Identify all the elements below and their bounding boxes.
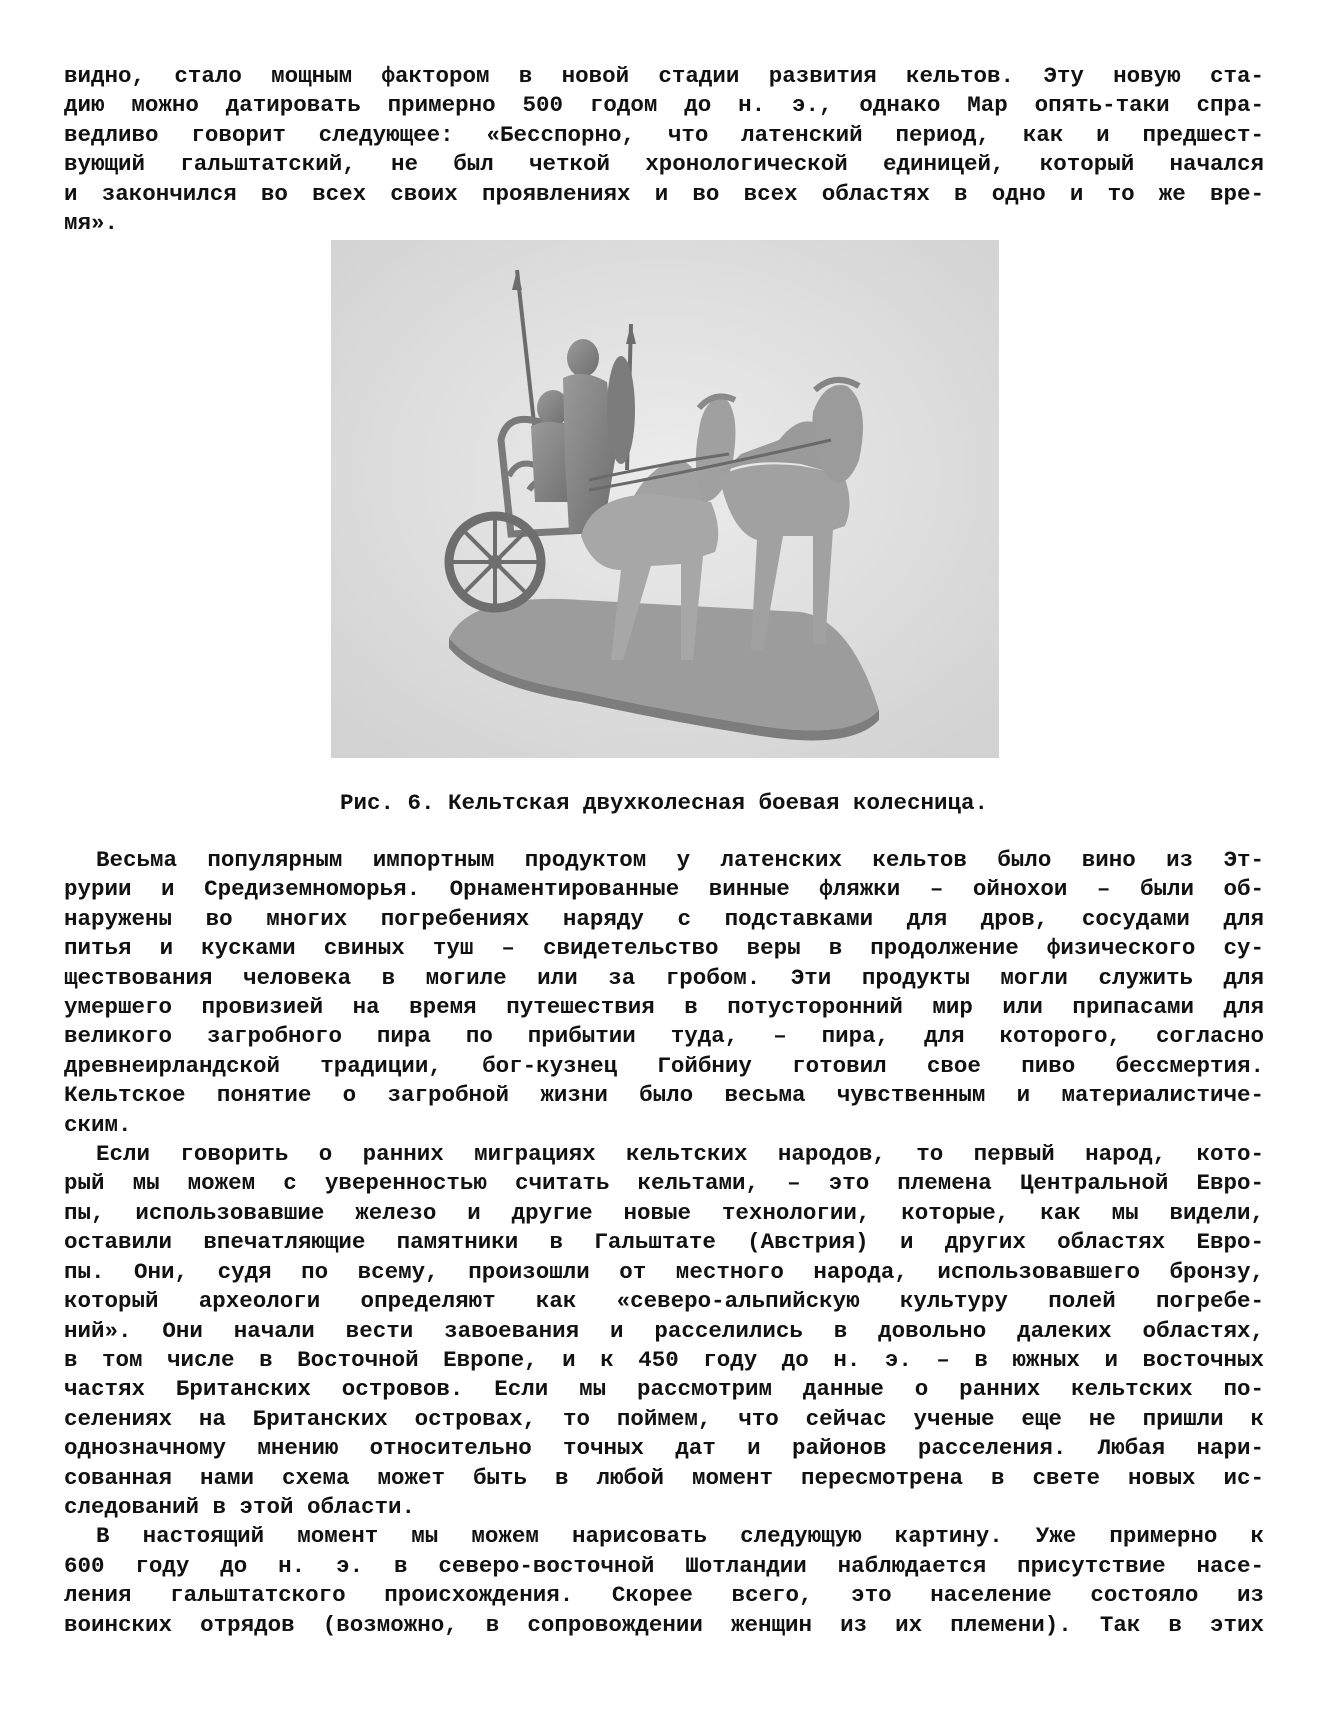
text-line: и закончился во всех своих проявлениях и во всех областях в одно и то же вре- <box>64 180 1264 207</box>
text-line: оставили впечатляющие памятники в Гальштате (Австрия) и других областях Евро- <box>64 1229 1264 1256</box>
text-line: Кельтское понятие о загробной жизни было весьма чувственным и материалистиче- <box>64 1082 1264 1109</box>
text-line: сованная нами схема может быть в любой момент пересмотрена в свете новых ис- <box>64 1464 1264 1491</box>
text-line: который археологи определяют как «северо-альпийскую культуру полей погребе- <box>64 1288 1264 1315</box>
text-line: пы. Они, судя по всему, произошли от местного народа, использовавшего бронзу, <box>64 1258 1264 1285</box>
figure-caption: Рис. 6. Кельтская двухколесная боевая колесница. <box>339 790 989 816</box>
text-line: великого загробного пира по прибытии туда, – пира, для которого, согласно <box>64 1023 1264 1050</box>
text-line: ществования человека в могиле или за гробом. Эти продукты могли служить для <box>64 964 1264 991</box>
text-line: ления гальштатского происхождения. Скорее всего, это население состояло из <box>64 1582 1264 1609</box>
top-paragraph <box>64 62 1264 238</box>
text-line: видно, стало мощным фактором в новой стадии развития кельтов. Эту новую ста- <box>64 63 1264 89</box>
text-line: частях Британских островов. Если мы рассмотрим данные о ранних кельтских по- <box>64 1376 1264 1403</box>
text-line: В настоящий момент мы можем нарисовать следующую картину. Уже примерно к <box>96 1523 1264 1550</box>
text-line: в том числе в Восточной Европе, и к 450 году до н. э. – в южных и восточных <box>64 1346 1264 1373</box>
body-text-block <box>64 846 1264 1640</box>
top-paragraph-block <box>64 62 1264 238</box>
text-line: пы, использовавшие железо и другие новые технологии, которые, как мы видели, <box>64 1199 1264 1226</box>
paragraph <box>64 1522 1264 1640</box>
text-line: умершего провизией на время путешествия в потусторонний мир или припасами для <box>64 994 1264 1021</box>
text-line: дию можно датировать примерно 500 годом до н. э., однако Мар опять-таки спра- <box>64 92 1264 119</box>
text-line: ведливо говорит следующее: «Бесспорно, что латенский период, как и предшест- <box>64 121 1264 148</box>
text-line: мя». <box>64 210 119 237</box>
text-line: следований в этой области. <box>64 1493 416 1520</box>
text-line: вующий гальштатский, не был четкой хронологической единицей, который начался <box>64 151 1264 178</box>
text-line: воинских отрядов (возможно, в сопровождении женщин из их племени). Так в этих <box>64 1611 1264 1638</box>
text-line: наружены во многих погребениях наряду с подставками для дров, сосудами для <box>64 905 1264 932</box>
paragraph <box>64 1140 1264 1522</box>
text-line: ний». Они начали вести завоевания и расселились в довольно далеких областях, <box>64 1317 1264 1344</box>
paragraph <box>64 846 1264 1140</box>
text-line: Весьма популярным импортным продуктом у латенских кельтов было вино из Эт- <box>96 847 1264 873</box>
text-line: Если говорить о ранних миграциях кельтских народов, то первый народ, кото- <box>96 1141 1264 1168</box>
text-line: селениях на Британских островах, то поймем, что сейчас ученые еще не пришли к <box>64 1405 1264 1432</box>
chariot-illustration <box>331 240 999 758</box>
text-line: рурии и Средиземноморья. Орнаментированные винные фляжки – ойнохои – были об- <box>64 876 1264 903</box>
text-line: древнеирландской традиции, бог-кузнец Гойбниу готовил свое пиво бессмертия. <box>64 1052 1264 1079</box>
text-line: ским. <box>64 1111 132 1138</box>
text-line: 600 году до н. э. в северо-восточной Шотландии наблюдается присутствие насе- <box>64 1552 1264 1579</box>
chariot-figure-image <box>331 240 999 758</box>
text-line: однозначному мнению относительно точных дат и районов расселения. Любая нари- <box>64 1435 1264 1462</box>
text-line: питья и кусками свиных туш – свидетельство веры в продолжение физического су- <box>64 935 1264 962</box>
text-line: рый мы можем с уверенностью считать кельтами, – это племена Центральной Евро- <box>64 1170 1264 1197</box>
